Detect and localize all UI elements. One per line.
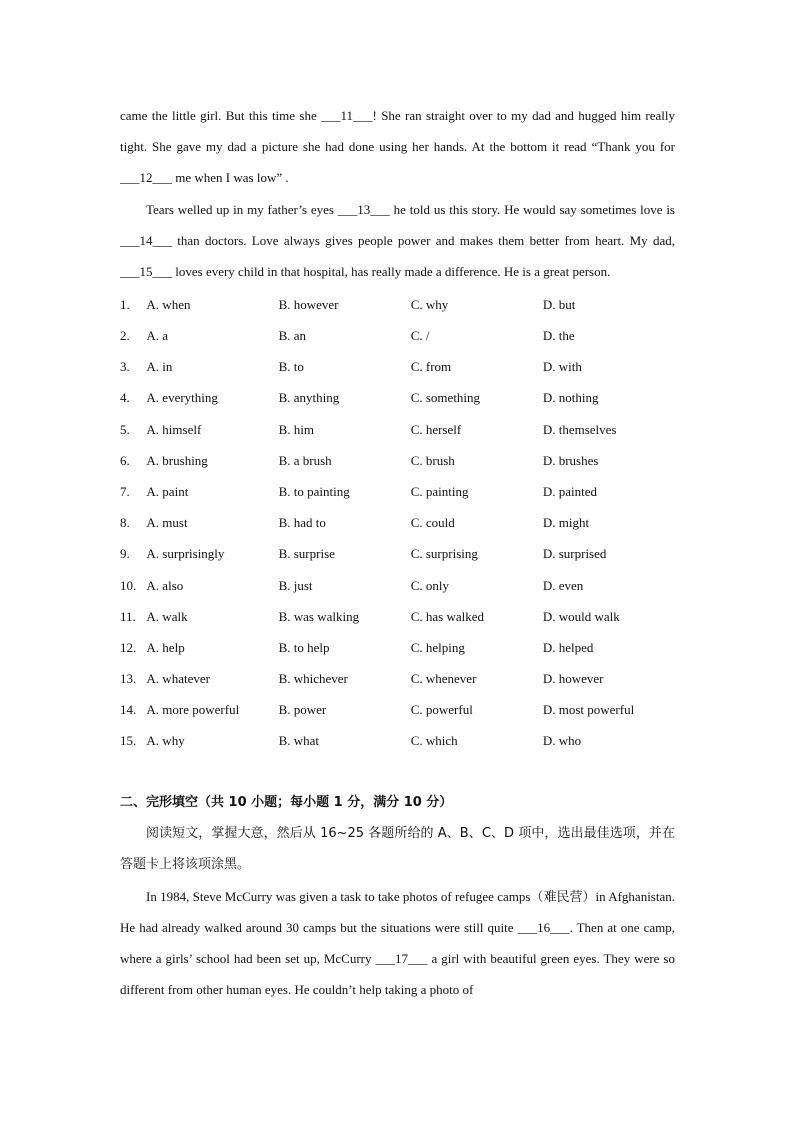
- option-d: D. painted: [542, 483, 597, 499]
- option-row: [120, 695, 675, 726]
- option-row: [120, 663, 675, 694]
- option-a: A. help: [146, 639, 185, 655]
- option-a: A. walk: [146, 608, 188, 624]
- option-d: D. who: [542, 733, 582, 749]
- question-number: 14.: [120, 702, 137, 718]
- option-c: C. has walked: [410, 608, 484, 624]
- option-c: C. herself: [410, 421, 462, 437]
- question-number: 13.: [120, 671, 137, 687]
- option-c: C. powerful: [410, 702, 473, 718]
- option-b: B. to: [278, 359, 304, 375]
- option-b: B. however: [278, 296, 339, 312]
- option-b: B. what: [278, 733, 320, 749]
- option-c: C. could: [410, 515, 455, 531]
- option-d: D. helped: [542, 639, 594, 655]
- option-row: [120, 632, 675, 663]
- option-c: C. whenever: [410, 671, 477, 687]
- option-a: A. brushing: [146, 452, 208, 468]
- question-number: 9.: [120, 546, 130, 562]
- question-number: 3.: [120, 359, 130, 375]
- option-row: [120, 726, 675, 757]
- option-a: A. must: [146, 515, 188, 531]
- option-row: [120, 570, 675, 601]
- option-a: A. why: [146, 733, 185, 749]
- question-number: 4.: [120, 390, 130, 406]
- option-a: A. paint: [146, 483, 189, 499]
- option-row: [120, 539, 675, 570]
- option-b: B. had to: [278, 515, 326, 531]
- question-number: 15.: [120, 733, 137, 749]
- option-d: D. even: [542, 577, 584, 593]
- option-b: B. to help: [278, 639, 330, 655]
- option-row: [120, 414, 675, 445]
- option-a: A. in: [146, 359, 173, 375]
- option-c: C. /: [410, 328, 430, 343]
- section-title: 二、完形填空（共 10 小题；每小题 1 分，满分 10 分）: [120, 795, 453, 811]
- option-b: B. was walking: [278, 608, 360, 624]
- option-b: B. surprise: [278, 546, 335, 562]
- option-a: A. when: [146, 296, 191, 312]
- passage2-paragraph-1: In 1984, Steve McCurry was given a task to take photos of refugee camps（难民营）in Afghanistan. He had already walked around 30 camps but the situations were still quite ___16___. Then at one camp, where a girls’ school had been set up, McCurry ___17___ a girl with beautiful green eyes. They were so different from other human eyes. He couldn’t help taking a photo of: [120, 888, 675, 998]
- option-row: [120, 508, 675, 539]
- option-d: D. most powerful: [542, 702, 635, 718]
- option-c: C. something: [410, 390, 481, 406]
- question-number: 7.: [120, 483, 130, 499]
- option-d: D. brushes: [542, 452, 599, 468]
- option-a: A. everything: [146, 390, 218, 406]
- option-b: B. anything: [278, 390, 340, 406]
- passage-paragraph-1: came the little girl. But this time she ___11___! She ran straight over to my dad and hugged him really tight. She gave my dad a picture she had done using her hands. At the bottom it read “Thank you for ___12___ me when I was low” .: [120, 108, 675, 186]
- option-d: D. the: [542, 328, 575, 343]
- option-a: A. more powerful: [146, 702, 240, 718]
- option-c: C. which: [410, 733, 458, 749]
- option-d: D. but: [542, 296, 576, 312]
- option-b: B. an: [278, 328, 307, 343]
- option-c: C. helping: [410, 639, 465, 655]
- option-c: C. only: [410, 577, 449, 593]
- option-d: D. would walk: [542, 608, 620, 624]
- option-b: B. to painting: [278, 483, 350, 499]
- option-d: D. nothing: [542, 390, 599, 406]
- option-b: B. power: [278, 702, 327, 718]
- option-row: [120, 320, 675, 351]
- question-number: 8.: [120, 515, 130, 531]
- options-list: [120, 289, 675, 757]
- option-d: D. might: [542, 515, 590, 531]
- option-row: [120, 289, 675, 320]
- question-number: 5.: [120, 421, 130, 437]
- document-content: [120, 100, 675, 1005]
- question-number: 11.: [120, 608, 136, 624]
- option-b: B. just: [278, 577, 313, 593]
- passage-paragraph-2: Tears welled up in my father’s eyes ___13___ he told us this story. He would say sometimes love is ___14___ than doctors. Love always gives people power and makes them better from heart. My dad, ___15___ loves every child in that hospital, has really made a difference. He is a great person.: [120, 201, 675, 280]
- option-d: D. however: [542, 671, 604, 687]
- option-a: A. whatever: [146, 671, 210, 687]
- question-number: 10.: [120, 577, 137, 593]
- question-number: 1.: [120, 296, 130, 312]
- question-number: 6.: [120, 452, 130, 468]
- option-d: D. with: [542, 359, 582, 375]
- question-number: 12.: [120, 639, 137, 655]
- option-row: [120, 383, 675, 414]
- option-d: D. surprised: [542, 546, 607, 562]
- option-d: D. themselves: [542, 421, 617, 437]
- option-row: [120, 445, 675, 476]
- option-a: A. surprisingly: [146, 546, 225, 562]
- option-a: A. also: [146, 577, 184, 593]
- option-b: B. him: [278, 421, 314, 437]
- option-b: B. a brush: [278, 452, 332, 468]
- option-row: [120, 352, 675, 383]
- option-c: C. brush: [410, 452, 455, 468]
- option-c: C. painting: [410, 483, 469, 499]
- option-c: C. surprising: [410, 546, 478, 562]
- question-number: 2.: [120, 328, 130, 343]
- option-c: C. from: [410, 359, 452, 375]
- option-a: A. himself: [146, 421, 202, 437]
- option-a: A. a: [146, 328, 169, 343]
- option-row: [120, 601, 675, 632]
- option-row: [120, 476, 675, 507]
- section-instruction: 阅读短文，掌握大意，然后从 16~25 各题所给的 A、B、C、D 项中，选出最佳选项，并在答题卡上将该项涂黑。: [120, 826, 675, 873]
- option-b: B. whichever: [278, 671, 348, 687]
- option-c: C. why: [410, 296, 449, 312]
